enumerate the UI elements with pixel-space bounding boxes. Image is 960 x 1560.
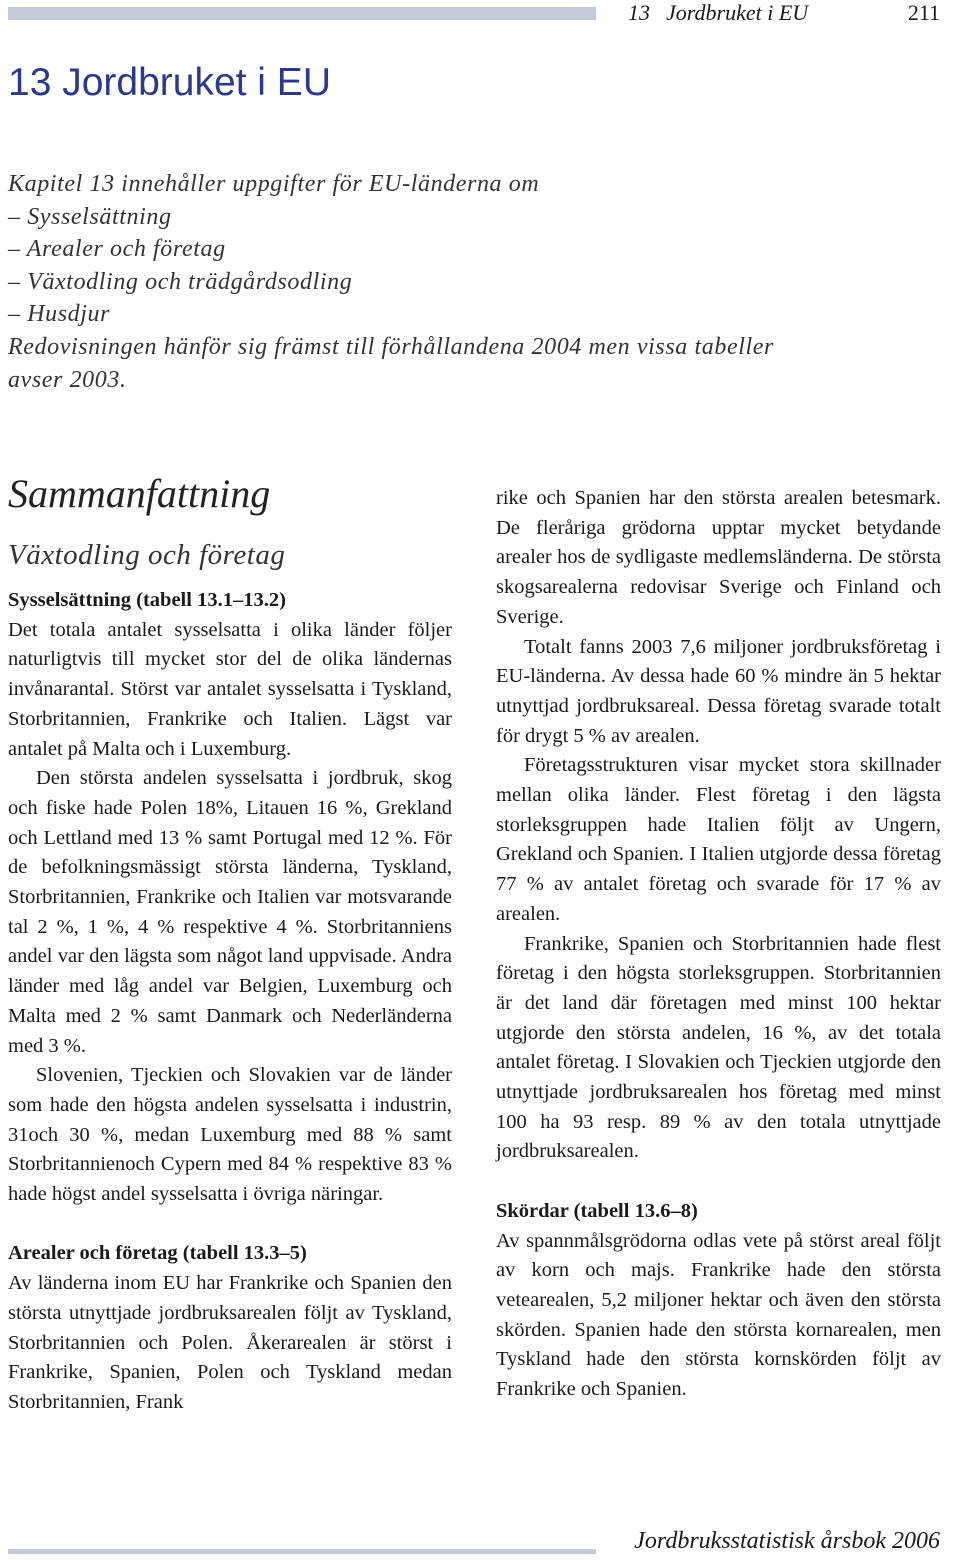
running-head-chapter-number: 13 xyxy=(628,0,650,25)
sub-title: Växtodling och företag xyxy=(8,539,286,571)
paragraph: rike och Spanien har den största arealen betesmark. De fleråriga grödorna upptar mycket betydande arealer hos de sydligaste medlemsländerna. De största skogsarealerna redovisar Sverige och Finland och Sverige. xyxy=(496,487,941,628)
paragraph: Totalt fanns 2003 7,6 miljoner jordbruksföretag i EU-länderna. Av dessa hade 60 % mindre än 5 hektar utnyttjad jordbruksareal. Dessa företag svarade totalt för drygt 5 % av arealen. xyxy=(496,635,941,747)
left-column xyxy=(8,586,452,1418)
right-column xyxy=(496,484,941,1405)
intro-item: – Arealer och företag xyxy=(8,236,226,263)
heading-harvest: Skördar (tabell 13.6–8) xyxy=(496,1199,698,1222)
paragraph: Frankrike, Spanien och Storbritannien hade flest företag i den högsta storleksgruppen. Storbritannien är det land där företagen med minst 100 hektar utgjorde den största andelen, 16 %, av det totala antalet företag. I Slovakien och Tjeckien utgjorde den utnyttjade jordbruksarealen hos företag med minst 100 ha 93 resp. 89 % av den totala utnyttjade jordbruksarealen. xyxy=(496,932,941,1163)
header-rule xyxy=(8,7,596,20)
paragraph: Av spannmålsgrödorna odlas vete på störst areal följt av korn och majs. Frankrike hade den största vetearealen, 5,2 miljoner hektar och även den största skörden. Spanien hade den största kornarealen, men Tyskland hade den största kornskörden följt av Frankrike och Spanien. xyxy=(496,1229,941,1401)
section-title: Sammanfattning xyxy=(8,471,271,516)
running-head xyxy=(628,0,940,26)
chapter-intro xyxy=(8,168,938,396)
footer-publication: Jordbruksstatistisk årsbok 2006 xyxy=(634,1528,940,1554)
intro-item: – Husdjur xyxy=(8,301,111,328)
paragraph: Det totala antalet sysselsatta i olika länder följer naturligtvis till mycket stor del de olika ländernas invånarantal. Störst var antalet sysselsatta i Tyskland, Storbritannien, Frankrike och Italien. Lägst var antalet på Malta och i Luxemburg. xyxy=(8,618,452,760)
intro-item: – Växtodling och trädgårdsodling xyxy=(8,268,353,295)
chapter-title: 13 Jordbruket i EU xyxy=(8,61,331,104)
intro-item: – Sysselsättning xyxy=(8,203,172,230)
running-head-chapter-name: Jordbruket i EU xyxy=(666,0,809,25)
footer-rule xyxy=(8,1549,596,1554)
intro-lead: Kapitel 13 innehåller uppgifter för EU-länderna om xyxy=(8,171,540,197)
intro-tail: avser 2003. xyxy=(8,366,127,393)
paragraph: Den största andelen sysselsatta i jordbruk, skog och fiske hade Polen 18%, Litauen 16 %, Grekland och Lettland med 13 % samt Portugal med 12 %. För de befolkningsmässigt största länderna, Tyskland, Storbritannien, Frankrike och Italien var motsvarande tal 2 %, 1 %, 4 % respektive 4 %. Storbritanniens andel var den lägsta som något land uppvisade. Andra länder med låg andel var Belgien, Luxemburg och Malta med 2 % samt Danmark och Nederländerna med 3 %. xyxy=(8,767,452,1057)
heading-areas: Arealer och företag (tabell 13.3–5) xyxy=(8,1242,307,1265)
paragraph: Slovenien, Tjeckien och Slovakien var de länder som hade den högsta andelen sysselsatta i industrin, 31och 30 %, medan Luxemburg med 88 % samt Storbritannienoch Cypern med 84 % respektive 83 % hade högst andel sysselsatta i övriga näringar. xyxy=(8,1064,452,1206)
paragraph: Av länderna inom EU har Frankrike och Spanien den största utnyttjade jordbruksarealen följt av Tyskland, Storbritannien och Polen. Åkerarealen är störst i Frankrike, Spanien, Polen och Tyskland medan Storbritannien, Frank xyxy=(8,1272,452,1413)
intro-tail: Redovisningen hänför sig främst till förhållandena 2004 men vissa tabeller xyxy=(8,333,774,360)
heading-employment: Sysselsättning (tabell 13.1–13.2) xyxy=(8,589,286,611)
paragraph: Företagsstrukturen visar mycket stora skillnader mellan olika länder. Flest företag i den lägsta storleksgruppen hade Italien följt av Ungern, Grekland och Spanien. I Italien utgjorde dessa företag 77 % av antalet företag och svarade för 17 % av arealen. xyxy=(496,754,941,925)
page-number: 211 xyxy=(907,0,940,25)
